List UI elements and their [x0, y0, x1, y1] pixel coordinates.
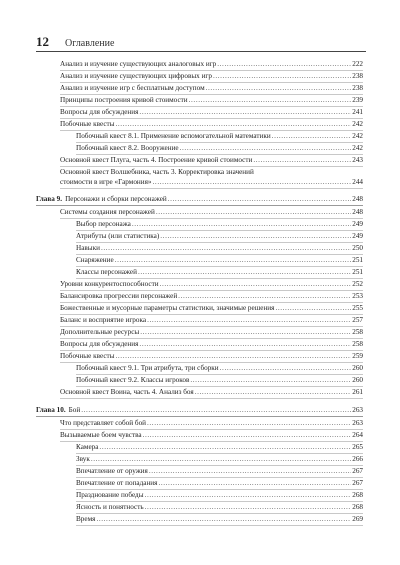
toc-entry-page: 253	[352, 292, 363, 300]
chapter-title: Персонажи и сборки персонажей	[65, 195, 167, 203]
toc-entry[interactable]	[60, 279, 363, 291]
toc-entry-page: 260	[352, 376, 363, 384]
toc-entry[interactable]	[76, 363, 363, 375]
toc-entry-title: Уровни конкурентоспособности	[60, 280, 159, 288]
toc-entry-page: 268	[352, 491, 363, 499]
dot-leader	[139, 339, 351, 350]
dot-leader	[156, 207, 351, 218]
toc-entry-title: Празднование победы	[76, 491, 144, 499]
toc-entry[interactable]	[76, 478, 363, 490]
toc-chapter[interactable]	[36, 194, 363, 206]
dot-leader	[132, 219, 351, 230]
dot-leader	[140, 327, 351, 338]
toc-entry-title: Побочный квест 8.2. Вооружение	[76, 144, 179, 152]
toc-entry[interactable]	[76, 131, 363, 143]
toc-entry[interactable]	[60, 339, 363, 351]
toc-entry-title: Ясность и понятность	[76, 503, 144, 511]
toc-entry-title: Побочные квесты	[60, 352, 115, 360]
toc-entry[interactable]	[60, 59, 363, 71]
toc-entry-page: 258	[352, 340, 363, 348]
dot-leader	[180, 143, 352, 154]
dot-leader	[145, 490, 352, 501]
toc-entry-title: Впечатление от попадания	[76, 479, 158, 487]
toc-entry-page: 241	[352, 108, 363, 116]
toc-entry-page: 243	[352, 156, 363, 164]
toc-entry[interactable]	[76, 143, 363, 155]
dot-leader	[99, 442, 351, 453]
toc-entry[interactable]	[60, 167, 363, 178]
toc-entry[interactable]	[60, 95, 363, 107]
toc-entry[interactable]	[60, 119, 363, 131]
dot-leader	[220, 363, 352, 374]
toc-entry-title: Побочный квест 9.1. Три атрибута, три сборки	[76, 364, 219, 372]
dot-leader	[217, 59, 351, 70]
toc-entry-page: 267	[352, 467, 363, 475]
toc-entry-title: Снаряжение	[76, 256, 114, 264]
toc-entry-page: 248	[352, 208, 363, 216]
toc-entry-page: 265	[352, 443, 363, 451]
dot-leader	[160, 279, 352, 290]
dot-leader	[101, 243, 351, 254]
toc-entry[interactable]	[76, 267, 363, 279]
toc-entry[interactable]	[60, 327, 363, 339]
dot-leader	[91, 454, 351, 465]
toc-entry[interactable]	[60, 418, 363, 430]
toc-entry[interactable]	[76, 375, 363, 387]
toc-entry-page: 255	[352, 304, 363, 312]
toc-entry[interactable]	[60, 177, 363, 189]
toc-entry-page: 249	[352, 232, 363, 240]
toc-entry-page: 260	[352, 364, 363, 372]
dot-leader	[160, 231, 351, 242]
toc-entry-title: Божественные и мусорные параметры статистики, значимые решения	[60, 304, 275, 312]
toc-entry-page: 242	[352, 120, 363, 128]
toc-entry-page: 266	[352, 455, 363, 463]
dot-leader	[149, 466, 351, 477]
toc-entry-page: 268	[352, 503, 363, 511]
dot-leader	[116, 119, 352, 130]
toc-entry[interactable]	[60, 387, 363, 399]
toc-entry-page: 258	[352, 328, 363, 336]
toc-entry[interactable]	[76, 219, 363, 231]
toc-entry-title: Впечатление от оружия	[76, 467, 148, 475]
toc-entry-page: 267	[352, 479, 363, 487]
toc-entry-title: Анализ и изучение игр с бесплатным доступом	[60, 84, 205, 92]
toc-entry-title: Баланс и восприятие игрока	[60, 316, 147, 324]
toc-entry-title: Основной квест Воина, часть 4. Анализ боя	[60, 388, 194, 396]
dot-leader	[81, 405, 351, 416]
dot-leader	[153, 177, 352, 188]
dot-leader	[158, 478, 351, 489]
toc-entry-page: 244	[352, 178, 363, 186]
toc-entry-title: Вызываемые боем чувства	[60, 431, 142, 439]
toc-entry-title: Основной квест Плуга, часть 4. Построение кривой стоимости	[60, 156, 253, 164]
toc-entry-title: стоимости в игре «Гармония»	[60, 178, 152, 186]
dot-leader	[206, 83, 352, 94]
chapter-title: Бой	[68, 406, 81, 414]
dot-leader	[272, 131, 352, 142]
toc-entry[interactable]	[60, 291, 363, 303]
toc-entry-page: 263	[352, 406, 363, 414]
toc-entry-page: 263	[352, 419, 363, 427]
toc-entry-title: Балансировка прогрессии персонажей	[60, 292, 178, 300]
toc-entry-title: Вопросы для обсуждения	[60, 340, 139, 348]
dot-leader	[147, 418, 351, 429]
toc-entry[interactable]	[76, 502, 363, 514]
toc-entry[interactable]	[60, 430, 363, 442]
dot-leader	[168, 194, 351, 205]
dot-leader	[96, 514, 351, 525]
toc-entry-title: Классы персонажей	[76, 268, 137, 276]
toc-entry-page: 242	[352, 132, 363, 140]
toc-entry[interactable]	[60, 315, 363, 327]
toc-entry-title: Побочный квест 8.1. Применение вспомогательной математики	[76, 132, 271, 140]
toc-entry-page: 250	[352, 244, 363, 252]
toc-entry[interactable]	[60, 83, 363, 95]
toc-entry[interactable]	[76, 243, 363, 255]
toc-entry-page: 259	[352, 352, 363, 360]
dot-leader	[178, 291, 351, 302]
toc-entry-title: Вопросы для обсуждения	[60, 108, 139, 116]
running-title: Оглавление	[65, 38, 115, 49]
toc-entry-page: 252	[352, 280, 363, 288]
toc-entry-title: Что представляет собой бой	[60, 419, 147, 427]
toc-entry-page: 238	[352, 72, 363, 80]
dot-leader	[139, 107, 351, 118]
chapter-number: Глава 9.	[36, 195, 63, 203]
dot-leader	[147, 315, 351, 326]
toc-entry-page: 257	[352, 316, 363, 324]
toc-entry-title: Навыки	[76, 244, 100, 252]
toc-entry[interactable]	[76, 255, 363, 267]
dot-leader	[189, 95, 352, 106]
toc-entry-title: Атрибуты (или статистика)	[76, 232, 160, 240]
toc-entry-page: 239	[352, 96, 363, 104]
dot-leader	[190, 375, 351, 386]
toc-entry-title: Выбор персонажа	[76, 220, 131, 228]
toc-entry-title: Время	[76, 515, 96, 523]
toc-entry-page: 248	[352, 195, 363, 203]
toc-entry-title: Основной квест Волшебника, часть 3. Корректировка значений	[60, 168, 254, 176]
toc-entry[interactable]	[60, 351, 363, 363]
toc-entry-title: Камера	[76, 443, 99, 451]
toc-entry[interactable]	[76, 231, 363, 243]
toc-entry-title: Анализ и изучение существующих аналоговых игр	[60, 60, 217, 68]
toc-entry[interactable]	[60, 107, 363, 119]
toc-entry-title: Анализ и изучение существующих цифровых игр	[60, 72, 212, 80]
toc-entry-page: 249	[352, 220, 363, 228]
toc-entry[interactable]	[76, 466, 363, 478]
toc-entry[interactable]	[76, 442, 363, 454]
dot-leader	[116, 351, 352, 362]
toc-entry[interactable]	[76, 454, 363, 466]
toc-entry[interactable]	[76, 514, 363, 526]
toc-entry-title: Принципы построения кривой стоимости	[60, 96, 188, 104]
toc-entry-title: Системы создания персонажей	[60, 208, 155, 216]
toc-entry-page: 264	[352, 431, 363, 439]
page-number: 12	[36, 34, 49, 49]
toc-chapter[interactable]	[36, 405, 363, 417]
toc-entry[interactable]	[76, 490, 363, 502]
toc-entry[interactable]	[60, 303, 363, 315]
dot-leader	[253, 155, 351, 166]
dot-leader	[143, 430, 352, 441]
toc-entry-page: 242	[352, 144, 363, 152]
toc-entry-page: 251	[352, 256, 363, 264]
toc-entry[interactable]	[60, 155, 363, 167]
toc-entry-page: 269	[352, 515, 363, 523]
toc-entry-page: 251	[352, 268, 363, 276]
toc-entry-page: 238	[352, 84, 363, 92]
toc-entry-title: Побочный квест 9.2. Классы игроков	[76, 376, 190, 384]
chapter-number: Глава 10.	[36, 406, 66, 414]
toc-entry-page: 222	[352, 60, 363, 68]
toc-entry-page: 261	[352, 388, 363, 396]
toc-entry[interactable]	[60, 71, 363, 83]
dot-leader	[138, 267, 351, 278]
dot-leader	[115, 255, 352, 266]
toc-entry-title: Побочные квесты	[60, 120, 115, 128]
dot-leader	[145, 502, 352, 513]
toc-entry[interactable]	[60, 207, 363, 219]
toc-entry-title: Звук	[76, 455, 90, 463]
dot-leader	[213, 71, 351, 82]
dot-leader	[195, 387, 352, 398]
toc-entry-title: Дополнительные ресурсы	[60, 328, 140, 336]
dot-leader	[275, 303, 351, 314]
